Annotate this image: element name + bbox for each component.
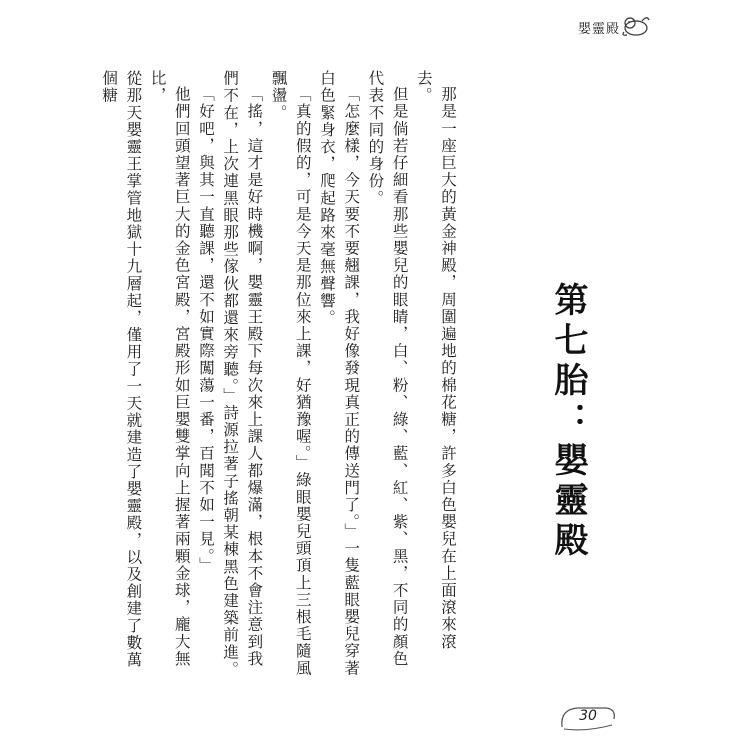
page-number-badge <box>556 703 620 733</box>
paragraph: 「怎麼樣，今天要不要翹課，我好像發現真正的傳送門了。」一隻藍眼嬰兒穿著白色緊身衣，爬起路來毫無聲響。 <box>317 70 361 677</box>
paragraph: 從那天嬰靈王掌管地獄十九層起，僅用了一天就建造了嬰靈殿，以及創建了數萬個糖 <box>100 70 143 669</box>
body-text <box>97 70 460 682</box>
running-header: 嬰靈殿 <box>577 22 620 37</box>
paragraph: 他們回頭望著巨大的金色宮殿，宮殿形如巨嬰雙掌向上握著兩顆金球，龐大無比， <box>148 70 191 667</box>
chapter-title: 第七胎：嬰靈殿 <box>548 282 588 562</box>
paragraph: 「搖，這才是好時機啊，嬰靈王殿下每次來上課人都爆滿，根本不會注意到我們不在，上次連黑眼那些傢伙都還來旁聽。」詩源拉著子搖朝某棟黑色建築前進。 <box>221 70 264 678</box>
page-number: 30 <box>579 708 597 724</box>
paragraph: 「真的假的，可是今天是那位來上課，好猶豫喔。」綠眼嬰兒頭頂上三根毛隨風飄盪。 <box>269 70 312 677</box>
paragraph: 那是一座巨大的黃金神殿，周圍遍地的棉花糖，許多白色嬰兒在上面滾來滾去。 <box>414 70 457 650</box>
baby-ornament-icon <box>618 12 652 38</box>
paragraph: 「好吧，與其一直聽課，還不如實際闖蕩一番，百聞不如一見。」 <box>196 85 215 574</box>
paragraph: 但是倘若仔細看那些嬰兒的眼睛，白、粉、綠、藍、紅、紫、黑，不同的顏色代表不同的身份。 <box>366 70 409 667</box>
